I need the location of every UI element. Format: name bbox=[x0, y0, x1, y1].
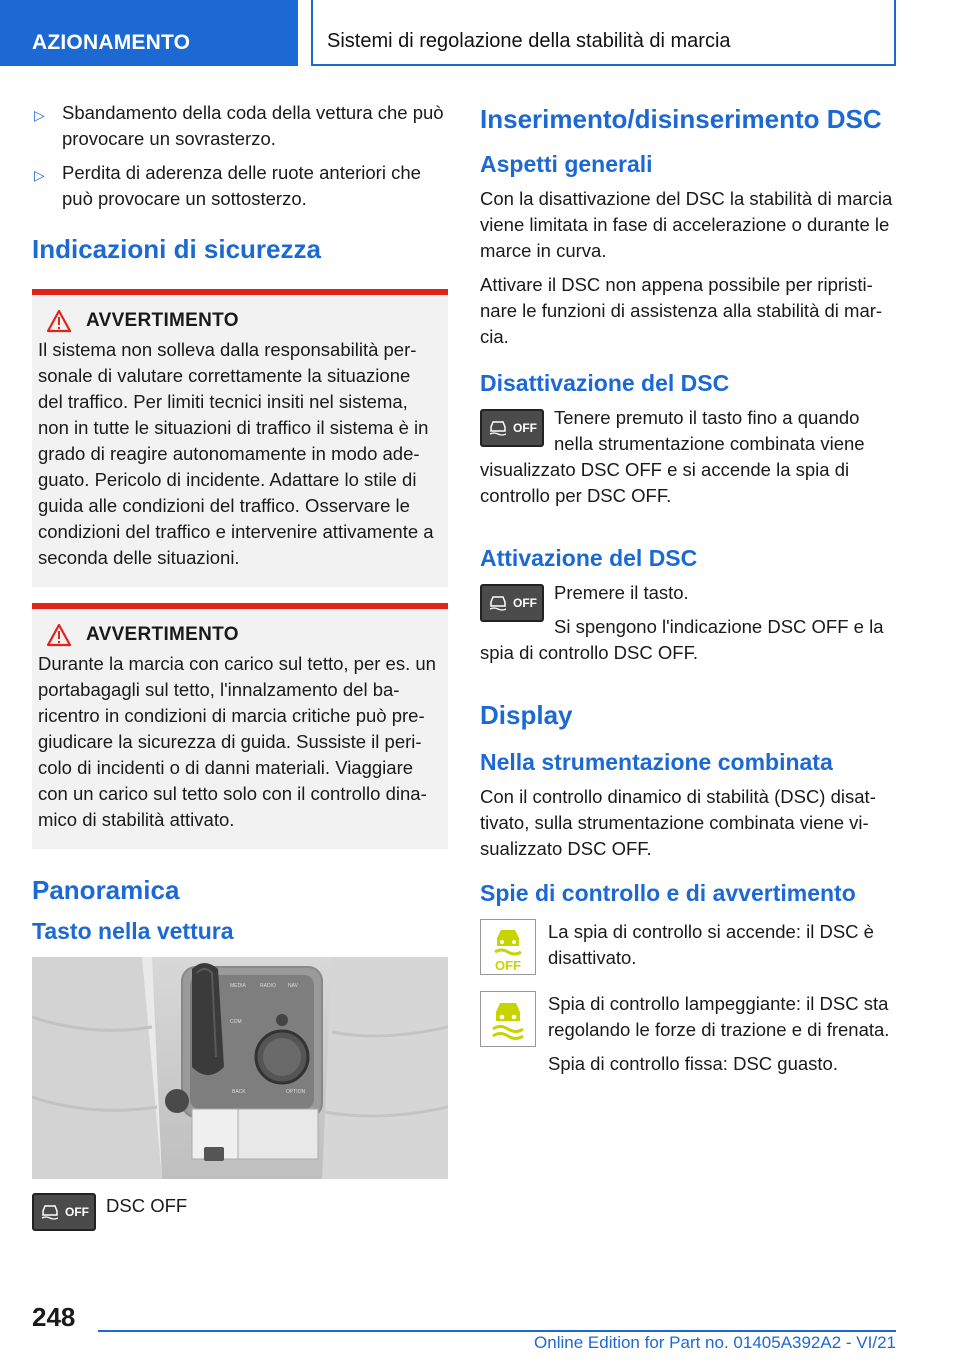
center-console-illustration bbox=[32, 957, 448, 1179]
dsc-off-key-icon: OFF bbox=[480, 584, 544, 622]
safety-heading: Indicazioni di sicurezza bbox=[32, 234, 321, 264]
lamp-row bbox=[480, 991, 900, 1085]
photo-label: BACK bbox=[232, 1089, 246, 1095]
warning-label: AVVERTIMENTO bbox=[86, 624, 239, 645]
photo-label: MEDIA bbox=[230, 983, 246, 989]
photo-label: OPTION bbox=[286, 1089, 306, 1095]
activation-result: Si spengono l'indicazione DSC OFF e la spia di controllo DSC OFF. bbox=[480, 616, 884, 663]
footer-divider bbox=[98, 1330, 896, 1332]
activation-block bbox=[480, 580, 900, 674]
section-label: AZIONAMENTO bbox=[32, 31, 191, 54]
button-heading: Tasto nella vettura bbox=[32, 918, 234, 944]
overview-heading: Panoramica bbox=[32, 875, 180, 905]
dsc-off-lamp-icon bbox=[480, 919, 536, 975]
photo-label: NAV bbox=[288, 983, 298, 989]
dsc-off-key-icon: OFF bbox=[32, 1193, 96, 1231]
page-title-bar bbox=[311, 0, 896, 66]
list-item: ▷ Sbandamento della coda della vettura che può provocare un sovrasterzo. bbox=[34, 102, 444, 149]
list-item: ▷ Perdita di aderenza delle ruote anteriori che può provocare un sottosterzo. bbox=[34, 162, 421, 209]
warning-box bbox=[32, 603, 448, 849]
deactivation-block bbox=[480, 405, 900, 517]
warning-label: AVVERTIMENTO bbox=[86, 310, 239, 331]
page-title: Sistemi di regolazione della stabilità di marcia bbox=[327, 30, 731, 52]
warning-text: Il sistema non solleva dalla responsabilità personale di valutare correttamente la situazione del traffico. Per limiti tecnici insiti nel sistema, non in tutte le situazioni di traffico il sistema è in grado di reagire autonomamente in modo adeguato. Pericolo di incidente. Adattare lo stile di guida alle condizioni del traffico. Osservare le condizioni del traffico e intervenire attivamente a seconda delle situazioni. bbox=[38, 339, 434, 568]
cluster-text: Con il controllo dinamico di stabilità (DSC) disattivato, sulla strumentazione combinata viene visualizzato DSC OFF. bbox=[480, 786, 876, 859]
page-number: 248 bbox=[32, 1302, 76, 1332]
svg-text:OFF: OFF bbox=[495, 958, 521, 973]
display-heading: Display bbox=[480, 700, 573, 730]
dsc-off-key-legend bbox=[32, 1193, 448, 1231]
right-column bbox=[480, 100, 900, 1093]
lamp2-text-fixed: Spia di controllo fissa: DSC guasto. bbox=[548, 1053, 838, 1074]
center-console-photo bbox=[32, 957, 448, 1179]
warning-text: Durante la marcia con carico sul tetto, per es. un portabagagli sul tetto, l'innalzamento del baricentro in condizioni di marcia critiche può pregiudicare la sicurezza di guida. Sussiste il pericolo di incidenti o di danni materiali. Viaggiare con un carico sul tetto solo con il controllo dinamico di stabilità attivato. bbox=[38, 653, 436, 830]
left-column bbox=[32, 100, 448, 1231]
lamps-heading: Spie di controllo e di avvertimento bbox=[480, 880, 856, 906]
dsc-lamp-icon bbox=[480, 991, 536, 1047]
lamp1-text: La spia di controllo si accende: il DSC è disattivato. bbox=[548, 921, 874, 968]
triangle-bullet-icon: ▷ bbox=[34, 107, 45, 123]
warning-triangle-icon bbox=[46, 623, 72, 647]
warning-triangle-icon bbox=[46, 309, 72, 333]
section-tab bbox=[0, 0, 298, 66]
general-heading: Aspetti generali bbox=[480, 151, 653, 177]
photo-label: RADIO bbox=[260, 983, 276, 989]
photo-label: COM bbox=[230, 1019, 242, 1025]
warning-box bbox=[32, 289, 448, 587]
general-paragraph: Attivare il DSC non appena possibile per ripristinare le funzioni di assistenza alla stabilità di marcia. bbox=[480, 274, 883, 347]
triangle-bullet-icon: ▷ bbox=[34, 167, 45, 183]
cluster-heading: Nella strumentazione combinata bbox=[480, 749, 833, 775]
key-label: DSC OFF bbox=[106, 1195, 188, 1216]
deactivation-text: Tenere premuto il tasto fino a quando nella strumentazione combinata viene visualizzato DSC OFF e si accende la spia di controllo per DSC OFF. bbox=[480, 407, 865, 506]
lamp-row bbox=[480, 919, 900, 979]
main-heading: Inserimento/disinserimento DSC bbox=[480, 104, 882, 134]
general-paragraph: Con la disattivazione del DSC la stabilità di marcia viene limitata in fase di accelerazione o durante le marce in curva. bbox=[480, 188, 893, 261]
dsc-off-key-icon: OFF bbox=[480, 409, 544, 447]
deactivation-heading: Disattivazione del DSC bbox=[480, 370, 730, 396]
activation-step: Premere il tasto. bbox=[554, 582, 689, 603]
activation-heading: Attivazione del DSC bbox=[480, 545, 698, 571]
footer-edition: Online Edition for Part no. 01405A392A2 - VI/21 bbox=[534, 1333, 896, 1352]
lamp2-text: Spia di controllo lampeggiante: il DSC sta regolando le forze di trazione e di frenata. bbox=[548, 993, 890, 1040]
